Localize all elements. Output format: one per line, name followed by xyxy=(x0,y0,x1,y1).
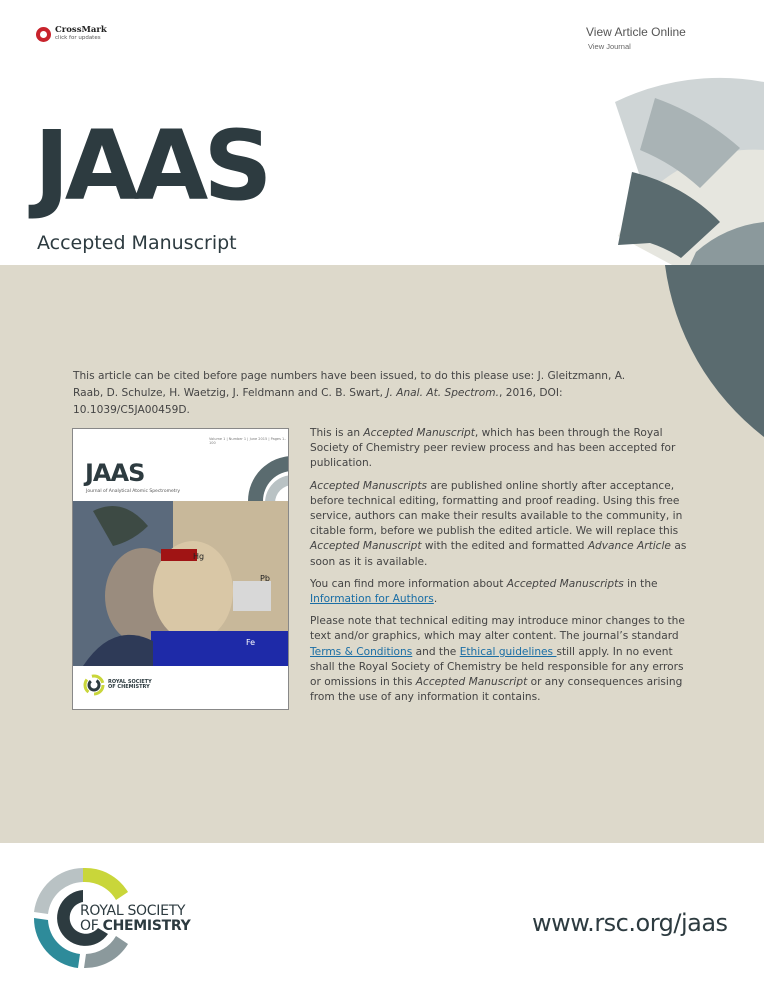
cover-label-hg: Hg xyxy=(193,552,205,561)
p1-a: This is an xyxy=(310,427,364,439)
arc-grey xyxy=(690,222,764,265)
cover-artwork xyxy=(73,501,288,666)
cover-rsc-icon xyxy=(83,674,105,696)
p3-a: You can find more information about xyxy=(310,577,507,590)
cover-logo-text xyxy=(108,680,152,691)
rsc-line2 xyxy=(80,919,190,934)
cover-subtitle: Journal of Analytical Atomic Spectrometry xyxy=(86,489,180,494)
crossmark-text xyxy=(55,26,107,42)
p4-d: or any consequences arising from the use of any information it contains. xyxy=(310,676,683,704)
information-for-authors-link[interactable]: Information for Authors xyxy=(310,593,434,606)
p3-b: in the xyxy=(623,577,658,590)
notice-paragraph-4 xyxy=(310,614,695,705)
p4-a: Please note that technical editing may introduce minor changes to the text and/or graphics, which may alter content. The journal’s standard xyxy=(310,615,685,643)
citation-part2: , 2016, DOI: 10.1039/C5JA00459D. xyxy=(73,387,563,416)
p2-c: as soon as it is available. xyxy=(310,540,687,568)
crossmark-badge[interactable] xyxy=(36,26,107,42)
p2-em2: Accepted Manuscript xyxy=(310,540,422,553)
crossmark-subtitle: click for updates xyxy=(55,35,101,41)
notice-paragraph-3 xyxy=(310,577,695,607)
view-journal-link[interactable]: View Journal xyxy=(588,42,631,51)
p4-em: Accepted Manuscript xyxy=(415,676,528,689)
cover-label-fe: Fe xyxy=(246,638,256,647)
p4-c: still apply. In no event shall the Royal Society of Chemistry be held responsible for any errors or omissions in this xyxy=(310,645,684,689)
citation-journal: J. Anal. At. Spectrom. xyxy=(386,387,499,399)
cover-label-pb: Pb xyxy=(260,574,270,583)
arc-mid xyxy=(640,98,740,188)
p2-b: with the edited and formatted xyxy=(421,540,588,553)
cover-rsc-logo xyxy=(83,674,152,696)
rsc-line2-a: OF xyxy=(80,918,103,934)
citation-text xyxy=(73,368,633,419)
notice-paragraph-1 xyxy=(310,426,695,472)
journal-cover-image xyxy=(72,428,289,710)
journal-website-link[interactable]: www.rsc.org/jaas xyxy=(532,909,728,937)
rsc-line2-b: CHEMISTRY xyxy=(102,918,191,934)
cover-logo-line1: ROYAL SOCIETY xyxy=(108,678,152,685)
p1-b: , which has been through the Royal Society of Chemistry peer review process and has been accepted for publication. xyxy=(310,427,676,470)
view-article-online-link[interactable]: View Article Online xyxy=(586,25,686,39)
p2-em: Accepted Manuscripts xyxy=(310,479,428,492)
terms-conditions-link[interactable]: Terms & Conditions xyxy=(310,645,413,658)
crossmark-icon xyxy=(36,27,51,42)
p4-b: and the xyxy=(412,645,460,658)
manuscript-status: Accepted Manuscript xyxy=(37,232,237,254)
arc-light-outer xyxy=(615,78,764,236)
cover-title: JAAS xyxy=(85,459,145,487)
p2-a: are published online shortly after acceptance, before technical editing, formatting and proof reading. Using this free service, authors can make their results available to the community, in citable form, before we publish the edited article. We will replace this xyxy=(310,479,683,538)
cover-issue-line: Volume 1 | Number 1 | June 2015 | Pages 1–100 xyxy=(209,437,286,445)
p3-em: Accepted Manuscripts xyxy=(506,577,624,590)
arc-pale xyxy=(618,150,764,280)
rsc-line1: ROYAL SOCIETY xyxy=(80,903,186,919)
journal-title: JAAS xyxy=(34,110,268,222)
ethical-guidelines-link[interactable]: Ethical guidelines xyxy=(459,645,557,658)
notice-paragraph-2 xyxy=(310,479,695,570)
crossmark-title: CrossMark xyxy=(55,25,107,35)
manuscript-notice xyxy=(310,426,695,712)
p2-em3: Advance Article xyxy=(587,540,671,553)
p3-c: . xyxy=(433,593,438,606)
p1-em: Accepted Manuscript xyxy=(363,427,475,439)
rsc-wordmark xyxy=(80,904,190,934)
citation-part1: This article can be cited before page numbers have been issued, to do this please use: J. Gleitzmann, A. Raab, D. Schulze, H. Waetzig, J. Feldmann and C. B. Swart, xyxy=(73,370,626,399)
arc-dark-small xyxy=(618,172,720,258)
cover-logo-line2: OF CHEMISTRY xyxy=(108,684,150,690)
